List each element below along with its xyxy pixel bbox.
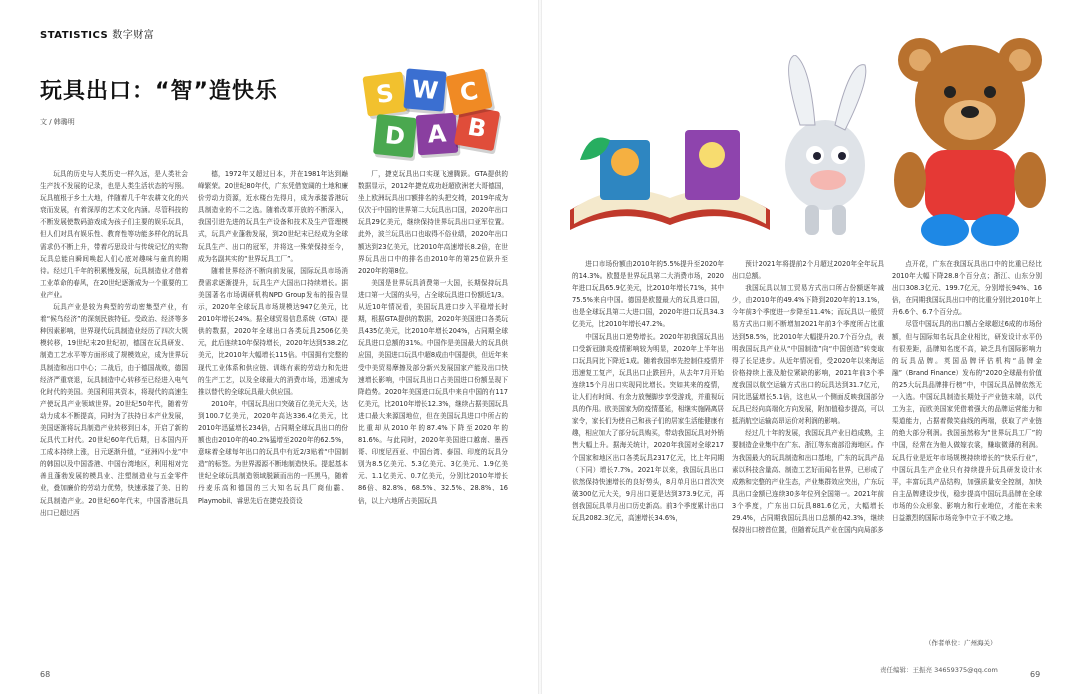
article-byline: 文 / 韩璐明 — [40, 118, 75, 126]
block-letter: S — [374, 78, 396, 110]
paragraph: 中国玩具出口逆势增长。2020年初我国玩具出口受新冠肺炎疫情影响较为明显，2020年上半年出口玩具同比下降近1成。随着我国率先控制住疫情并迅速复工复产，玩具出口止跌回升，从去年7月开始连续15个月出口实现同比增长。突如其来的疫情，让人们有时间、有余力放慢脚步享受游戏，并重视玩具的作用。欧美国家为防疫情蔓延，相继实施隔离居家令，家长们为使自己和孩子们的居家生活能健康有趣，相应加大了部分玩具购买，带动我国玩具对外销售大幅上升。据海关统计，2020年我国对全球217个国家和地区出口各类玩具2317亿元，比上年同期（下同）增长7.7%。2021年以来，我国玩具出口依然保持快速增长的良好势头，8月单月出口首次突破300亿元大关，9月出口更是达到373.9亿元，再创我国玩具单月出口历史新高。前3个季度累计出口玩具2082.3亿元，高速增长34.6%， — [572, 332, 724, 522]
article-column-5 — [732, 258, 884, 662]
article-column-6 — [892, 258, 1042, 634]
letter-block — [403, 68, 446, 111]
letter-blocks-illustration — [365, 70, 505, 170]
paragraph: 厂，捷克玩具出口实现飞速腾跃。GTA提供的数据显示，2012年捷克成功赶超欧洲老大哥德国，坐上欧洲玩具出口额排名的头把交椅，2019年成为仅次于中国的世界第二大玩具出口国，2020年出口玩具29亿美元，继续保持世界玩具出口亚军位置。此外，波兰玩具出口也取得不俗业绩，2020年出口额达到23亿美元，比2010年高速增长8.2倍，在世界玩具出口中的排名由2010年的第25位跃升至2020年的第8位。 — [358, 170, 508, 275]
article-column-2 — [198, 168, 348, 662]
paragraph: 美国是世界玩具消费第一大国，长期保持玩具进口第一大国的头号，占全球玩具进口份额近1/3。从近10年情况看，美国玩具进口步入平稳增长时期，根据GTA提供的数据，2020年美国进口各类玩具435亿美元，比2010年增长204%，占同期全球玩具进口总额的31%。中国作是美国最大的玩具供应国，美国进口玩具中超8成由中国提供，但近年来受中美贸易摩擦及部分新兴发展国家产能及出口快速增长影响，中国玩具出口占美国进口份额呈现下降趋势。2020年美国进口玩具中来自中国的有117亿美元，比2010年增长12.3%，继续占据美国玩具进口最大来源国地位，但在美国玩具进口中所占的比重却从2010年的87.4%下降至2020年的81.6%。与此同时，2020年美国进口越南、墨西哥、印度尼西亚、中国台湾、泰国、印度的玩具分别为8.5亿美元、5.3亿美元、3亿美元、1.9亿美元、1.1亿美元、0.7亿美元，分别比2010年增长86倍、82.8%、68.5%、32.5%、28.8%、16倍，以上六地所占美国玩具 — [358, 278, 508, 505]
paragraph: 玩具的历史与人类历史一样久远，是人类社会生产找不发展的记录，也是人类生活状态的写照。玩具植根于乡土大地，伴随着几千年农耕文化的兴衰而发展，有着深厚的艺术文化内涵。尽管科技的不断发展使数码游戏成为孩子们主要的娱乐玩具，但人们对具有娱乐性、教育性等功能多样化的玩具需求仍不断上升，带着巧思设计与传统记忆的实物玩具总能自瞬间唤起人们心底对趣味与童真的期待。经过几千年的积累慢发展，玩具制造业才借着工业革命的春风，在20世纪逐渐成为一个重要的工业产业。 — [40, 170, 188, 299]
letter-block — [445, 68, 492, 115]
article-column-4 — [572, 258, 724, 662]
paragraph: 进口市场份额由2010年的5.5%提升至2020年的14.3%。欧盟是世界玩具第二大消费市场，2020年进口玩具65.9亿美元，比2010年增长71%，其中75.5%来自中国。德国是欧盟最大的玩具进口国，也是全球玩具第二大进口国，2020年进口玩具34.3亿美元，比2010年增长47.2%。 — [572, 260, 724, 329]
section-tag-en: STATISTICS — [40, 30, 109, 41]
letter-block — [373, 114, 417, 158]
article-column-1 — [40, 168, 188, 662]
paragraph: 2010年，中国玩具出口突破百亿美元大关，达到100.7亿美元，2020年高达336.4亿美元，比2010年迅猛增长234倍，占同期全球玩具出口的份额也由2010年的40.2%猛增至2020年的62.5%，意味着全球每年出口的玩具中有近2/3贴着“中国制造”的标签。为世界源源不断地制造快乐。提起基本世纪全球玩具制造领域脱颖而出的一匹黑马，随着丹麦乐高和德国的三大知名玩具厂商仙霸、Playmobil、睿思先后在捷克投资设 — [198, 399, 348, 505]
page-gutter — [538, 0, 542, 694]
block-letter: C — [457, 76, 481, 108]
paragraph: 经过几十年的发展，我国玩具产业日趋成熟，主要制造企业集中在广东、浙江等东南部沿海地区。作为我国最大的玩具制造和出口基地，广东的玩具产品素以科技含量高、制造工艺好而闻名世界，已形成了成熟和完整的产业生态，产业集群效应突出，广东玩具出口金额已连续30多年位列全国第一。2021年前3个季度，广东出口玩具881.6亿元，大幅增长29.4%，占同期我国玩具出口总额的42.3%，继续保持出口榜首位置，但随着玩具产业在国内向局部多 — [732, 429, 884, 535]
block-letter: D — [383, 121, 407, 151]
editor-line: 责任编辑：王振亮 34659375@qq.com — [880, 666, 998, 674]
paragraph: 随着世界经济不断向前发展，国际玩具市场消费需求逐渐提升，玩具生产大国出口持续增长。据美国著名市场调研机构NPD Group发布的报告显示，2020年全球玩具市场规模达947亿美元，比2010年增长24%。据全球贸易信息系统（GTA）提供的数据，2020年全球出口各类玩具2506亿美元，此后连续10年保持增长，2020年达到538.2亿美元，比2010年大幅增长115倍。中国拥有完整的现代工业体系和供应链、训练有素的劳动力和先进的生产工艺，以及全球最大的消费市场，迅速成为推以替代的全球玩具最大供应国。 — [198, 266, 348, 396]
section-tag — [40, 26, 154, 41]
block-letter: B — [465, 112, 489, 144]
letter-block — [362, 71, 407, 116]
block-letter: A — [426, 119, 448, 149]
author-note: （作者单位：广州海关） — [925, 639, 997, 647]
paragraph: 德，1972年又超过日本，并在1981年达到巅峰繁荣。20世纪80年代，广东凭借宽阔的土地和廉价劳动力资源，近水楼台先得月，成为承接香港玩具制造业的不二之选。随着改革开放的不断深入，我国引进先进的玩具生产设备和技术及生产管理模式，玩具产业蓬勃发展，到20世纪末已经成为全球玩具生产、出口的冠军，并将这一殊荣保持至今，成为名副其实的“世界玩具工厂”。 — [198, 170, 348, 263]
paragraph: 尽管中国玩具的出口额占全球超过6成的市场份额，但与国际知名玩具企业相比，研发设计水平仍有很差距，品牌知名度不高，缺乏具有国际影响力的玩具品牌。英国品牌评估机构“品牌金融”（Brand Finance）发布的“2020全球最有价值的25大玩具品牌排行榜”中，中国玩具品牌依然无一入选。中国玩具制造长期处于产业链末端，以代工为主，而欧美国家凭借着强大的品牌运营能力和渠道能力，占据着微笑曲线的两端，获取了产业链的绝大部分利润。我国虽然称为“世界玩具工厂”的中国，经常在为他人做嫁衣裳，赚取微薄的利润。玩具行业是近年市场规模持续增长的“快乐行业”，中国玩具生产企业只有持续提升玩具研发设计水平，丰富玩具产品结构，加强质量安全控制，加快自主品牌建设步伐，稳步提高中国玩具品牌在全球市场的公众形象、影响力和行业地位，才能在未来日益激烈的国际市场竞争中立于不败之地。 — [892, 320, 1042, 522]
block-letter: W — [410, 74, 440, 106]
page-number-left: 68 — [40, 670, 51, 679]
letter-block — [416, 113, 459, 156]
paragraph: 我国玩具以加工贸易方式出口所占份额逐年减少，由2010年的49.4%下降到2020年的13.1%，今年前3个季度进一步降至11.4%；而玩具以一般贸易方式出口则不断增加2021年前3个季度所占比重达到58.5%，比2010年大幅提升20.7个百分点，表明我国玩具产业从“中国制造”向“中国创造”转变取得了长足进步。从近年情况看，受2020年以来海运价格持续上涨及舱位紧缺的影响，2021年前3个季度我国以航空运输方式出口的玩具达到31.7亿元，同比迅猛增长5.1倍，这也从一个侧面反映我国部分玩具已经向高端化方向发展，附加值稳步提高，可以抵消航空运输高昂运价对利润的影响。 — [732, 284, 884, 426]
teddy-bear-illustration — [870, 30, 1070, 250]
popup-book-illustration — [560, 100, 780, 240]
paragraph: 点开花，广东在我国玩具出口中的比重已经比2010年大幅下降28.8个百分点；浙江、山东分别出口308.3亿元、199.7亿元，分别增长94%、16倍，在同期我国玩具出口中的比重分别比2010年上升6.6个、6.7个百分点。 — [892, 260, 1042, 317]
paragraph: 预计2021年将提前2个月超过2020年全年玩具出口总额。 — [732, 260, 884, 281]
page-number-right: 69 — [1030, 670, 1041, 679]
section-tag-cn: 数字财富 — [112, 30, 155, 41]
article-title: 玩具出口：“智”造快乐 — [40, 79, 278, 104]
article-column-3 — [358, 168, 508, 662]
paragraph: 玩具产业是较为典型的劳动密集型产业，有着“候鸟经济”的深刻民族特征。受政治、经济等多种因素影响，世界现代玩具制造业经历了四次大规模转移，19世纪末20世纪初，德国在玩具研发、制造工艺水平等方面形成了规模效应，成为世界玩具制造和出口中心；二战后，由于德国战败，德国经济严重衰退，玩具制造中心转移至已经进入电气化时代的美国。美国利用其资本，将现代的高速生产使玩具产业领域世界。20世纪50年代，随着劳动力成本不断提高，同时为了扶持日本产业发展，美国逐渐将玩具制造产业转移到日本，开启了新的玩具代工时代。20世纪60年代后期，日本国内开工成本持续上涨，日元逐渐升值，“亚洲四小龙”中的韩国以及中国香港、中国台湾地区，利用相对完善且蓬勃发展的模具业、注塑制造业与五金零件业，叠加廉价的劳动力优势，快速承接了美、日的玩具制造产业。20世纪60年代末，中国香港玩具出口已超过西 — [40, 303, 188, 517]
